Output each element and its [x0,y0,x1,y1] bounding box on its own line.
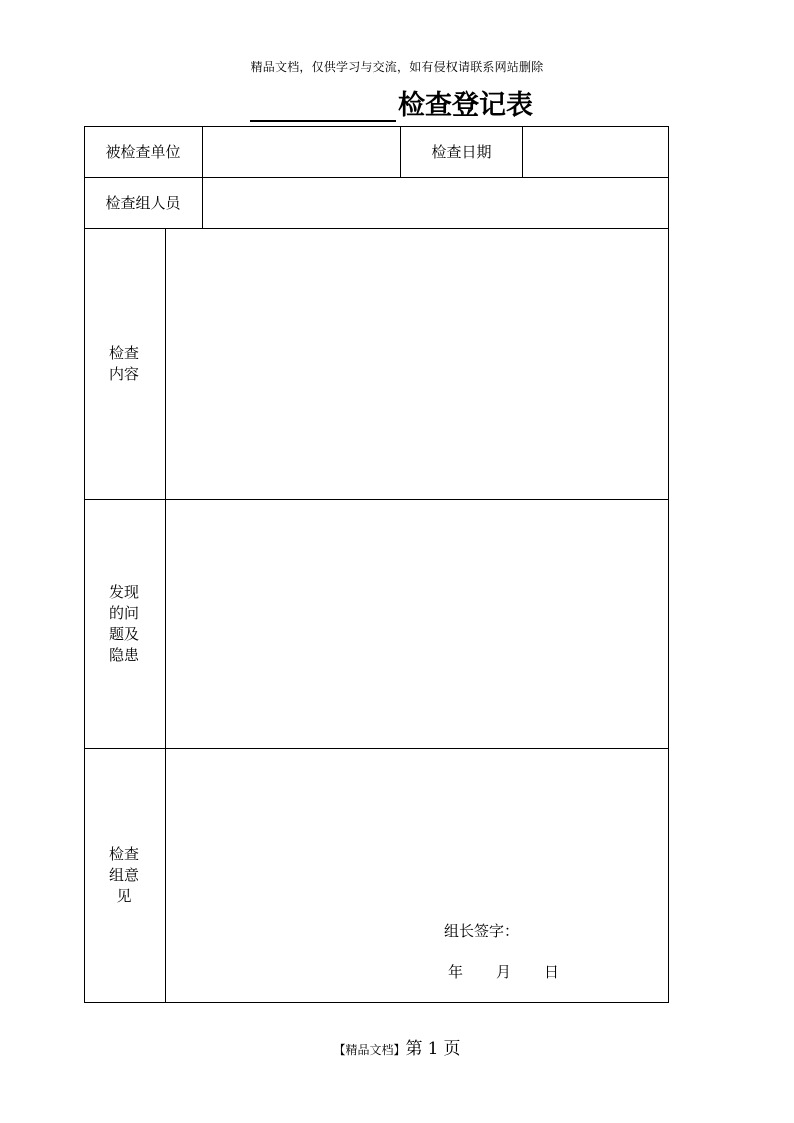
opinion-label [84,844,164,907]
date-label: 检查日期 [431,143,492,161]
footer-page-suffix: 页 [443,1039,461,1059]
problems-label-line: 隐患 [108,646,139,664]
opinion-field[interactable] [166,749,668,909]
problems-field[interactable] [166,500,668,748]
members-label: 检查组人员 [105,194,181,212]
unit-value-field[interactable] [203,126,400,177]
header-note: 精品文档，仅供学习与交流，如有侵权请联系网站删除 [250,60,544,74]
sign-day-label: 日 [544,963,560,981]
problems-label-line: 的问 [108,604,139,622]
content-label-line: 检查 [108,344,139,362]
opinion-label-line: 见 [116,887,132,905]
content-field[interactable] [166,229,668,499]
leader-signature-label: 组长签字： [444,922,520,940]
footer-page-number: 1 [427,1039,439,1059]
title-row [250,86,533,122]
date-value-field[interactable] [523,126,668,177]
members-value-field[interactable] [203,177,668,228]
sign-year-label: 年 [448,963,464,981]
opinion-label-line: 检查 [108,845,139,863]
page-footer [0,1034,794,1059]
problems-label-line: 发现 [108,583,139,601]
sign-month-label: 月 [496,963,512,981]
content-label-line: 内容 [108,365,139,383]
opinion-label-line: 组意 [108,866,139,884]
problems-label [84,582,164,666]
problems-label-line: 题及 [108,625,139,643]
page-title: 检查登记表 [398,90,533,121]
content-label [84,343,164,385]
footer-tag: 【精品文档】 [333,1043,406,1057]
unit-label: 被检查单位 [105,143,181,161]
title-blank-line [250,87,396,122]
footer-page-prefix: 第 [405,1039,423,1059]
